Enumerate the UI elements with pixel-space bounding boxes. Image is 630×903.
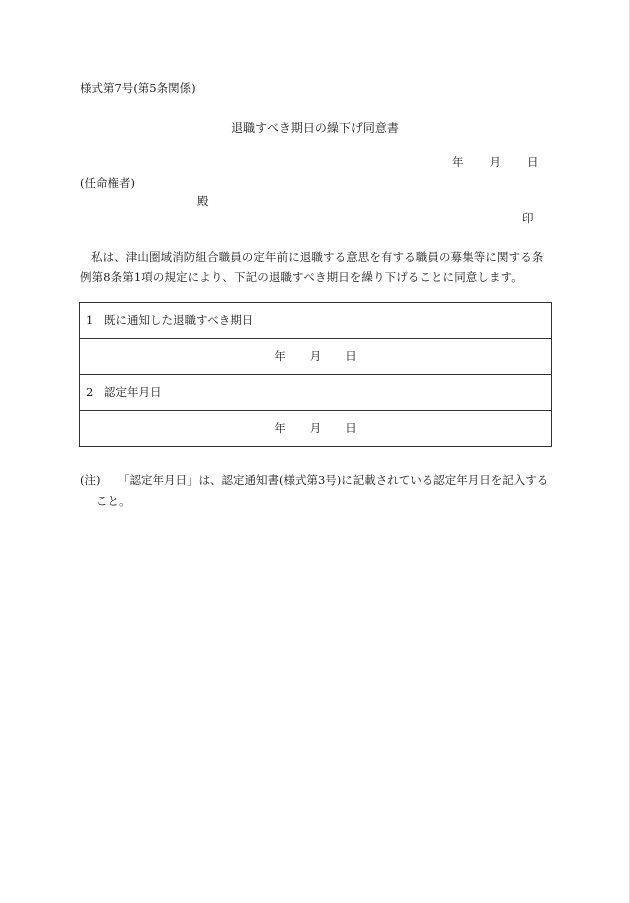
row-label: 認定年月日: [104, 384, 162, 399]
date-entry-cell[interactable]: [80, 339, 552, 375]
form-number: 様式第7号(第5条関係): [80, 81, 196, 95]
table-row: [80, 411, 552, 447]
footnote-text-1: 「認定年月日」は、認定通知書(様式第3号)に記載されている認定年月日を記入する: [118, 473, 549, 487]
table-row: [80, 339, 552, 375]
consent-statement-line-1: 私は、津山圏域消防組合職員の定年前に退職する意思を有する職員の募集等に関する条: [91, 250, 544, 264]
document-title: 退職すべき期日の繰下げ同意書: [231, 121, 399, 135]
date-month: 月: [309, 348, 322, 363]
footnote-line-1: [80, 470, 560, 491]
row-label: 既に通知した退職すべき期日: [104, 312, 254, 327]
row-number: 1: [86, 312, 94, 327]
date-year: 年: [274, 420, 286, 435]
detail-table: [79, 302, 552, 447]
header-date-day: 日: [527, 155, 539, 169]
consent-statement: [80, 247, 550, 287]
date-year: 年: [274, 348, 286, 363]
header-date-month: 月: [489, 155, 501, 169]
date-month: 月: [309, 420, 322, 435]
addressee-honorific: 殿: [197, 194, 209, 208]
footnote-label: (注): [80, 473, 101, 487]
header-date-year: 年: [452, 155, 464, 169]
table-row: [80, 303, 552, 339]
date-day: 日: [345, 348, 357, 363]
consent-statement-line-2: 例第8条第1項の規定により、下記の退職すべき期日を繰り下げることに同意します。: [80, 270, 523, 284]
table-row: [80, 375, 552, 411]
table-label-cell: [80, 303, 552, 339]
table-label-cell: [80, 375, 552, 411]
date-entry-cell[interactable]: [80, 411, 552, 447]
footnote-text-2: こと。: [96, 494, 131, 508]
date-day: 日: [345, 420, 357, 435]
footnote: [80, 470, 560, 512]
header-date: [452, 157, 539, 169]
appointer-label: (任命権者): [80, 176, 135, 190]
seal-mark: 印: [522, 211, 534, 225]
row-number: 2: [86, 384, 94, 399]
